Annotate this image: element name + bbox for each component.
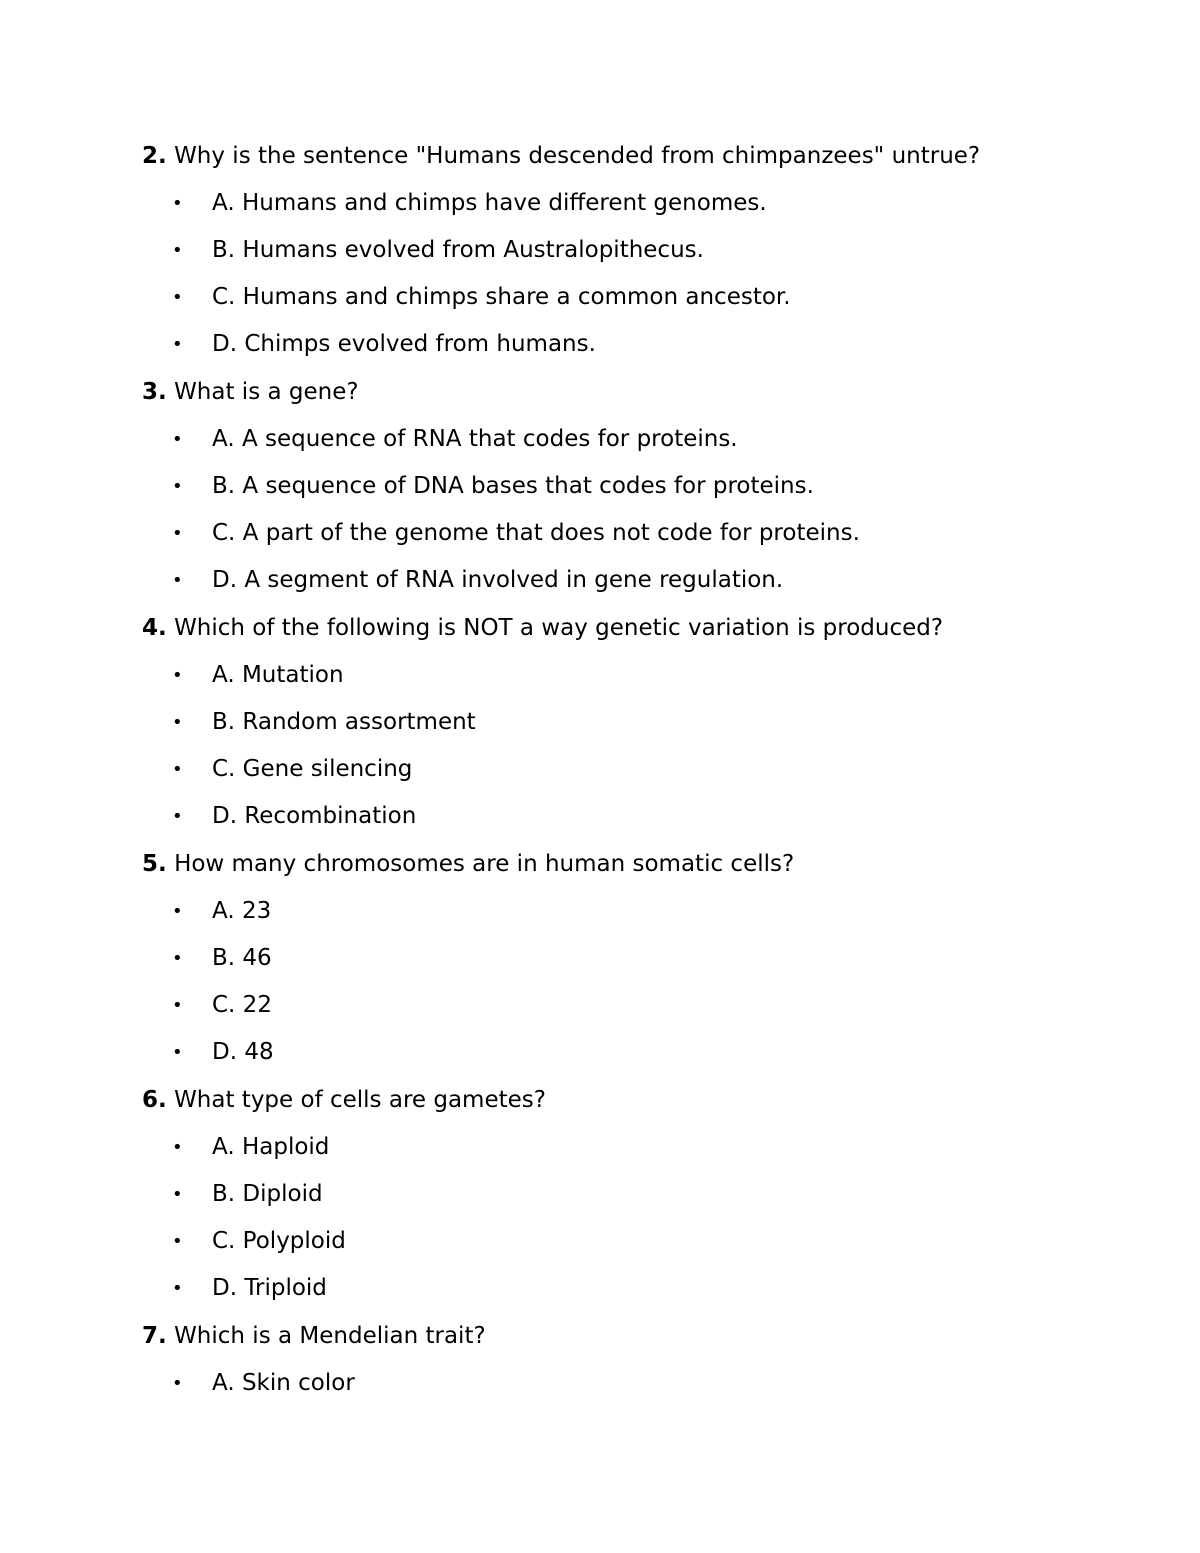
bullet-icon: • — [172, 1278, 183, 1299]
answer-option — [170, 1132, 329, 1163]
question-number: 7. — [142, 1323, 167, 1349]
question-text: Why is the sentence "Humans descended from chimpanzees" untrue? — [174, 143, 981, 169]
bullet-icon: • — [172, 476, 183, 497]
bullet-icon: • — [172, 429, 183, 450]
question-text: What type of cells are gametes? — [174, 1087, 546, 1113]
bullet-icon: • — [172, 901, 183, 922]
bullet-icon: • — [172, 240, 183, 261]
option-text: B. Random assortment — [212, 709, 476, 735]
option-text: C. 22 — [212, 992, 272, 1018]
bullet-icon: • — [172, 948, 183, 969]
bullet-icon: • — [172, 995, 183, 1016]
answer-option — [170, 518, 860, 549]
bullet-icon: • — [172, 1042, 183, 1063]
option-text: A. Skin color — [212, 1370, 355, 1396]
question-prompt — [142, 141, 980, 171]
answer-option — [170, 754, 412, 785]
answer-option — [170, 235, 704, 266]
bullet-icon: • — [172, 712, 183, 733]
answer-option — [170, 1179, 323, 1210]
option-text: A. A sequence of RNA that codes for proteins. — [212, 426, 738, 452]
question-text: Which of the following is NOT a way genetic variation is produced? — [174, 615, 944, 641]
option-text: D. Recombination — [212, 803, 417, 829]
answer-option — [170, 1273, 327, 1304]
answer-option — [170, 424, 738, 455]
option-text: D. A segment of RNA involved in gene regulation. — [212, 567, 784, 593]
question-number: 4. — [142, 615, 167, 641]
answer-option — [170, 282, 791, 313]
option-text: B. Diploid — [212, 1181, 323, 1207]
option-text: C. Humans and chimps share a common ancestor. — [212, 284, 791, 310]
option-text: C. Polyploid — [212, 1228, 346, 1254]
option-text: C. Gene silencing — [212, 756, 413, 782]
bullet-icon: • — [172, 759, 183, 780]
question-prompt — [142, 849, 794, 879]
question-prompt — [142, 1085, 546, 1115]
option-text: A. Haploid — [212, 1134, 330, 1160]
bullet-icon: • — [172, 1373, 183, 1394]
option-text: A. Humans and chimps have different genomes. — [212, 190, 767, 216]
option-text: A. Mutation — [212, 662, 344, 688]
option-text: D. 48 — [212, 1039, 274, 1065]
answer-option — [170, 1226, 346, 1257]
question-number: 5. — [142, 851, 167, 877]
answer-option — [170, 660, 344, 691]
answer-option — [170, 707, 476, 738]
answer-option — [170, 565, 783, 596]
bullet-icon: • — [172, 665, 183, 686]
bullet-icon: • — [172, 287, 183, 308]
question-prompt — [142, 1321, 486, 1351]
answer-option — [170, 943, 272, 974]
question-number: 3. — [142, 379, 167, 405]
question-prompt — [142, 613, 943, 643]
option-text: D. Chimps evolved from humans. — [212, 331, 596, 357]
answer-option — [170, 188, 767, 219]
answer-option — [170, 801, 416, 832]
answer-option — [170, 1037, 274, 1068]
question-text: What is a gene? — [174, 379, 359, 405]
question-text: Which is a Mendelian trait? — [174, 1323, 486, 1349]
bullet-icon: • — [172, 1231, 183, 1252]
option-text: C. A part of the genome that does not code for proteins. — [212, 520, 860, 546]
answer-option — [170, 471, 814, 502]
question-number: 2. — [142, 143, 167, 169]
bullet-icon: • — [172, 1184, 183, 1205]
bullet-icon: • — [172, 806, 183, 827]
question-text: How many chromosomes are in human somatic cells? — [174, 851, 795, 877]
option-text: D. Triploid — [212, 1275, 327, 1301]
answer-option — [170, 990, 272, 1021]
answer-option — [170, 329, 596, 360]
bullet-icon: • — [172, 334, 183, 355]
answer-option — [170, 1368, 355, 1399]
question-prompt — [142, 377, 359, 407]
bullet-icon: • — [172, 523, 183, 544]
option-text: B. 46 — [212, 945, 272, 971]
option-text: B. Humans evolved from Australopithecus. — [212, 237, 704, 263]
question-number: 6. — [142, 1087, 167, 1113]
bullet-icon: • — [172, 570, 183, 591]
bullet-icon: • — [172, 193, 183, 214]
option-text: A. 23 — [212, 898, 272, 924]
option-text: B. A sequence of DNA bases that codes for proteins. — [212, 473, 814, 499]
answer-option — [170, 896, 271, 927]
bullet-icon: • — [172, 1137, 183, 1158]
